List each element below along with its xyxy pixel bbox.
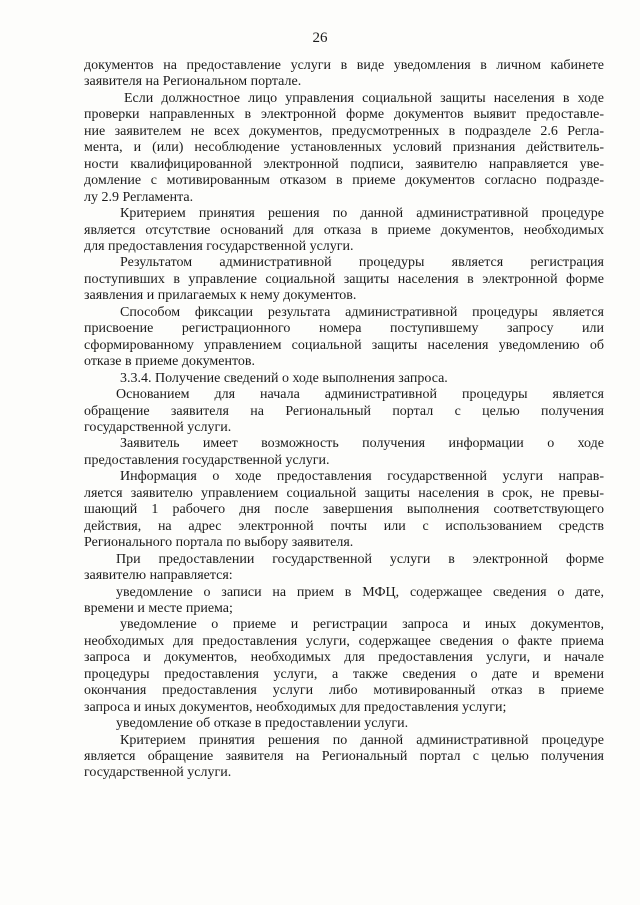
text-line: Критерием принятия решения по данной административной процедуре (120, 732, 604, 748)
text-line: заявителя на Региональном портале. (84, 74, 302, 90)
text-line: Критерием принятия решения по данной административной процедуре (120, 206, 604, 222)
document-body (84, 58, 604, 782)
text-line: уведомление об отказе в предоставлении услуги. (116, 716, 409, 732)
paragraph (84, 58, 604, 91)
text-line: присвоение регистрационного номера поступившему запросу или (84, 321, 604, 337)
text-line: обращение заявителя на Региональный портал с целью получения (84, 403, 604, 419)
text-line: Информация о ходе предоставления государственной услуги направ- (120, 469, 604, 485)
text-line: ности квалифицированной электронной подписи, заявителю направляется уве- (84, 156, 604, 172)
text-line: уведомление о записи на прием в МФЦ, содержащее сведения о дате, (116, 584, 604, 600)
text-line: ние заявителем не всех документов, предусмотренных в подразделе 2.6 Регла- (84, 123, 604, 139)
paragraph (84, 206, 604, 255)
paragraph (84, 716, 604, 732)
text-line: процедуры предоставления услуги, а также сведения о дате и времени (84, 666, 604, 682)
text-line: государственной услуги. (84, 765, 232, 781)
text-line: сформированному управлением социальной защиты населения уведомлению об (84, 337, 604, 353)
text-line: времени и месте приема; (84, 600, 233, 616)
paragraph (84, 91, 604, 206)
text-line: домление с мотивированным отказом в приеме документов согласно подразде- (84, 173, 604, 189)
text-line: проверки направленных в электронной форме документов выявит предоставле- (84, 107, 604, 123)
text-line: поступивших в управление социальной защиты населения в электронной форме (84, 271, 604, 287)
paragraph (84, 552, 604, 585)
text-line: Регионального портала по выбору заявителя. (84, 535, 354, 551)
text-line: заявления и прилагаемых к нему документов. (84, 288, 357, 304)
text-line: окончания предоставления услуги либо мотивированный отказ в приеме (84, 683, 604, 699)
text-line: запроса и документов, необходимых для предоставления услуги, и начале (84, 650, 604, 666)
paragraph (84, 387, 604, 436)
paragraph (84, 585, 604, 618)
text-line: государственной услуги. (84, 419, 232, 435)
text-line: для предоставления государственной услуги. (84, 238, 354, 254)
text-line: Заявитель имеет возможность получения информации о ходе (120, 436, 604, 452)
paragraph (84, 436, 604, 469)
text-line: лу 2.9 Регламента. (84, 189, 194, 205)
paragraph (84, 255, 604, 304)
text-line: Результатом административной процедуры является регистрация (120, 255, 604, 271)
text-line: Способом фиксации результата административной процедуры является (120, 304, 604, 320)
paragraph (84, 469, 604, 551)
text-line: документов на предоставление услуги в виде уведомления в личном кабинете (84, 58, 604, 73)
text-line: 3.3.4. Получение сведений о ходе выполнения запроса. (120, 370, 448, 386)
text-line: ляется заявителю управлением социальной защиты населения в срок, не превы- (84, 485, 604, 501)
text-line: является обращение заявителя на Региональный портал с целью получения (84, 749, 604, 765)
text-line: Основанием для начала административной процедуры является (116, 387, 604, 403)
text-line: отказе в приеме документов. (84, 354, 256, 370)
text-line: заявителю направляется: (84, 568, 233, 584)
paragraph (84, 617, 604, 716)
text-line: необходимых для предоставления услуги, содержащее сведения о факте приема (84, 633, 604, 649)
paragraph (84, 305, 604, 371)
page-number: 26 (312, 30, 328, 46)
text-line: уведомление о приеме и регистрации запроса и иных документов, (120, 617, 604, 633)
text-line: Если должностное лицо управления социальной защиты населения в ходе (124, 90, 604, 106)
text-line: запроса и иных документов, необходимых для предоставления услуги; (84, 699, 507, 715)
paragraph (84, 371, 604, 387)
text-line: предоставления государственной услуги. (84, 452, 330, 468)
text-line: действия, на адрес электронной почты или с использованием средств (84, 518, 604, 534)
paragraph (84, 733, 604, 782)
text-line: мента, и (или) несоблюдение установленных условий признания действитель- (84, 140, 604, 156)
text-line: является отсутствие оснований для отказа в приеме документов, необходимых (84, 222, 604, 238)
text-line: шающий 1 рабочего дня после завершения выполнения соответствующего (84, 502, 604, 518)
text-line: При предоставлении государственной услуги в электронной форме (116, 551, 604, 567)
